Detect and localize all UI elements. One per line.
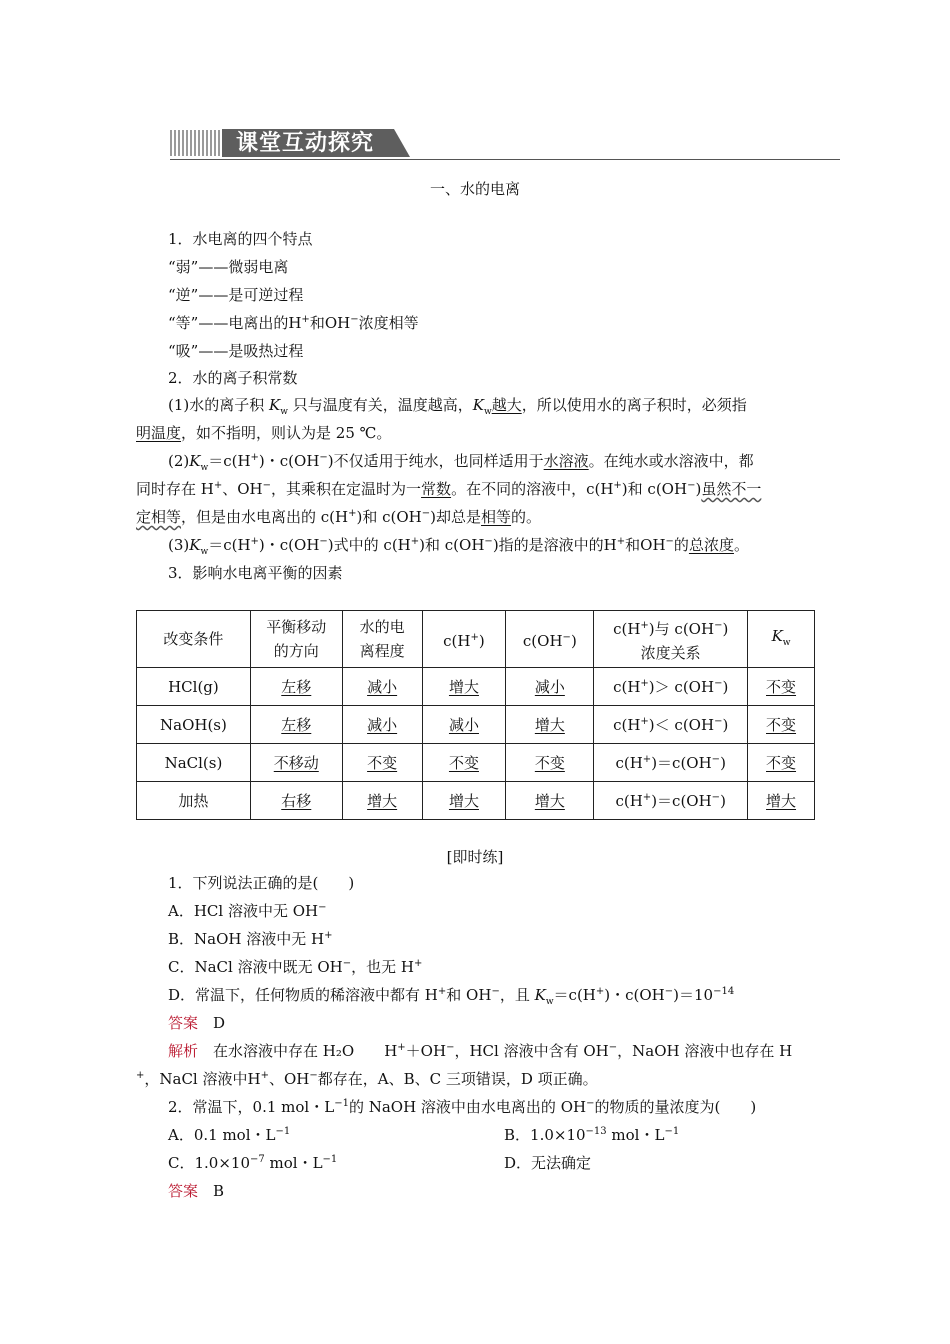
p2-s2-line3: 定相等，但是由水电离出的 c(H+)和 c(OH−)却总是相等的。 (136, 508, 542, 526)
cell-kw: 不变 (748, 744, 815, 782)
q1-explanation-line2: +，NaCl 溶液中H+、OH−都存在，A、B、C 三项错误，D 项正确。 (136, 1070, 598, 1088)
cell-ch: 不变 (422, 744, 506, 782)
section-title: 一、水的电离 (429, 180, 520, 198)
equilibrium-table (136, 610, 815, 820)
cell-condition: NaOH(s) (137, 706, 251, 744)
cell-coh: 减小 (506, 668, 594, 706)
p1-line-3: “等”——电离出的H+和OH−浓度相等 (168, 314, 419, 332)
cell-ch: 增大 (422, 782, 506, 820)
cell-shift: 左移 (250, 668, 342, 706)
q1-option-b: B．NaOH 溶液中无 H+ (168, 930, 333, 948)
header-relation: c(H+)与 c(OH−) 浓度关系 (594, 611, 748, 668)
cell-kw: 不变 (748, 706, 815, 744)
q1-option-c: C．NaCl 溶液中既无 OH−，也无 H+ (168, 958, 423, 976)
cell-coh: 增大 (506, 782, 594, 820)
p2-s3-line: $(3)K_w=c(H^+)$・c(OH−)式中的 c(H+)和 c(OH−)指的是溶液中的H+和OH−的总浓度。 (168, 536, 749, 557)
q2-answer: 答案 B (168, 1182, 225, 1200)
cell-ch: 减小 (422, 706, 506, 744)
cell-condition: NaCl(s) (137, 744, 251, 782)
p2-s1-line2: 明温度，如不指明，则认为是 25 ℃。 (136, 424, 392, 442)
cell-shift: 右移 (250, 782, 342, 820)
q2-option-a: A．0.1 mol・$L^{-1}$ (168, 1126, 291, 1144)
q2-option-c: C．$1.0\times 10^{-7}$ mol・$L^{-1}$ (168, 1154, 338, 1172)
banner-rule (170, 159, 840, 160)
header-shift: 平衡移动 的方向 (250, 611, 342, 668)
cell-degree: 增大 (342, 782, 422, 820)
cell-relation: c(H+)＝c(OH−) (594, 744, 748, 782)
p1-line-1: “弱”——微弱电离 (168, 258, 289, 276)
q1-explanation-line1: 解析 在水溶液中存在 H₂O H+＋OH−，HCl 溶液中含有 OH−，NaOH 溶液中也存在 H (168, 1042, 793, 1060)
p3-heading: 3．影响水电离平衡的因素 (168, 564, 343, 582)
table-row (137, 706, 815, 744)
cell-condition: HCl(g) (137, 668, 251, 706)
cell-kw: 增大 (748, 782, 815, 820)
cell-degree: 减小 (342, 706, 422, 744)
q2-option-b: B．$1.0\times 10^{-13}$ mol・$L^{-1}$ (504, 1126, 680, 1144)
cell-degree: 减小 (342, 668, 422, 706)
section-banner (170, 127, 840, 161)
banner-stripes (170, 130, 222, 156)
p2-s2-line2: 同时存在 H+、OH−，其乘积在定温时为一常数。在不同的溶液中，c(H+)和 c(OH−)虽然不一 (136, 480, 762, 498)
header-coh: c(OH−) (506, 611, 594, 668)
q2-stem: 2．常温下，0.1 mol・$L^{-1}$的 NaOH 溶液中由水电离出的 OH−的物质的量浓度为( ) (168, 1098, 757, 1116)
p1-heading: 1．水电离的四个特点 (168, 230, 313, 248)
q1-answer: 答案 D (168, 1014, 226, 1032)
p1-line-2: “逆”——是可逆过程 (168, 286, 304, 304)
q1-stem: 1．下列说法正确的是( ) (168, 874, 355, 892)
cell-condition: 加热 (137, 782, 251, 820)
header-degree: 水的电 离程度 (342, 611, 422, 668)
cell-shift: 不移动 (250, 744, 342, 782)
p2-s2-line1: $(2)K_w=c(H^+)$・c(OH−)不仅适用于纯水，也同样适用于水溶液。在纯水或水溶液中，都 (168, 452, 754, 473)
p2-heading: 2．水的离子积常数 (168, 369, 298, 387)
cell-shift: 左移 (250, 706, 342, 744)
cell-relation: c(H+)＞ c(OH−) (594, 668, 748, 706)
table-row (137, 668, 815, 706)
header-ch: c(H+) (422, 611, 506, 668)
cell-ch: 增大 (422, 668, 506, 706)
cell-kw: 不变 (748, 668, 815, 706)
cell-degree: 不变 (342, 744, 422, 782)
cell-relation: c(H+)＝c(OH−) (594, 782, 748, 820)
cell-coh: 增大 (506, 706, 594, 744)
header-kw: $K_w$ (748, 611, 815, 668)
table-row (137, 744, 815, 782)
q1-option-d: D．常温下，任何物质的稀溶液中都有 H+和 OH−，且 $K_w=c(H^+)$・$c(OH^-)=10^{-14}$ (168, 986, 735, 1007)
cell-relation: c(H+)＜ c(OH−) (594, 706, 748, 744)
table-row (137, 782, 815, 820)
banner-title: 课堂互动探究 (236, 131, 375, 156)
table-header-row (137, 611, 815, 668)
p2-s1-line1: (1)水的离子积 $K_w$ 只与温度有关，温度越高，$K_w$越大，所以使用水的离子积时，必须指 (168, 396, 747, 417)
q2-option-d: D．无法确定 (504, 1154, 592, 1172)
q1-option-a: A．HCl 溶液中无 OH− (168, 902, 327, 920)
practice-title: [即时练] (446, 848, 504, 866)
header-condition: 改变条件 (137, 611, 251, 668)
p1-line-4: “吸”——是吸热过程 (168, 342, 304, 360)
cell-coh: 不变 (506, 744, 594, 782)
